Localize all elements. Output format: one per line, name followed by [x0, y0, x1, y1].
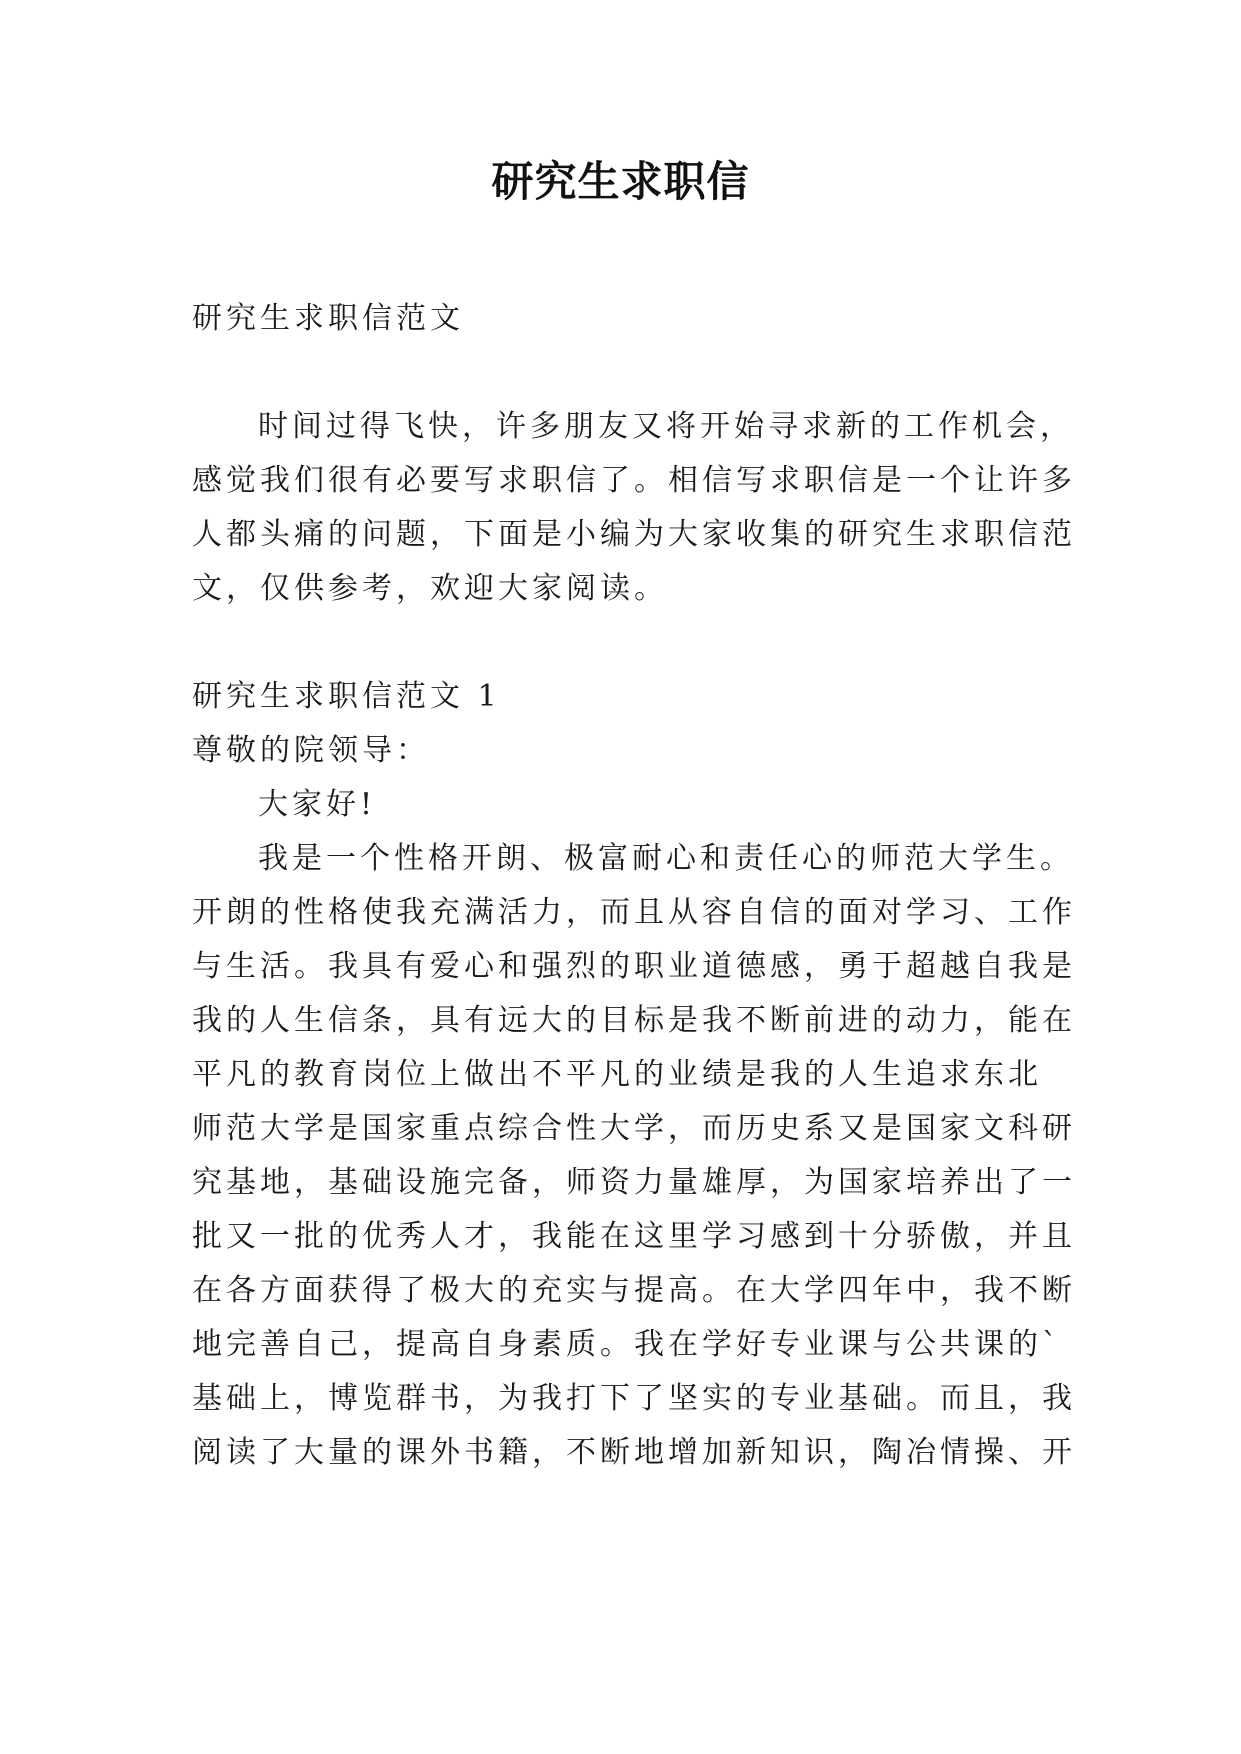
spacer	[192, 346, 1072, 400]
intro-line: 人都头痛的问题，下面是小编为大家收集的研究生求职信范	[192, 517, 1076, 552]
spacer	[192, 616, 1072, 670]
letter-line: 与生活。我具有爱心和强烈的职业道德感，勇于超越自我是	[192, 949, 1076, 984]
document-body	[192, 292, 1076, 1480]
letter-line: 在各方面获得了极大的充实与提高。在大学四年中，我不断	[192, 1273, 1076, 1308]
letter-line: 地完善自己，提高自身素质。我在学好专业课与公共课的`	[192, 1327, 1061, 1362]
salutation: 尊敬的院领导：	[192, 733, 430, 768]
subtitle: 研究生求职信范文	[192, 301, 464, 336]
letter-line: 我是一个性格开朗、极富耐心和责任心的师范大学生。	[258, 841, 1074, 876]
letter-line: 我的人生信条，具有远大的目标是我不断前进的动力，能在	[192, 1003, 1076, 1038]
document-title: 研究生求职信	[491, 157, 750, 206]
letter-line: 阅读了大量的课外书籍，不断地增加新知识，陶冶情操、开	[192, 1435, 1076, 1470]
section-heading: 研究生求职信范文 1	[192, 679, 501, 714]
letter-line: 究基地，基础设施完备，师资力量雄厚，为国家培养出了一	[192, 1165, 1076, 1200]
intro-line: 感觉我们很有必要写求职信了。相信写求职信是一个让许多	[192, 463, 1076, 498]
letter-line: 基础上，博览群书，为我打下了坚实的专业基础。而且，我	[192, 1381, 1076, 1416]
letter-line: 开朗的性格使我充满活力，而且从容自信的面对学习、工作	[192, 895, 1076, 930]
intro-line: 文，仅供参考，欢迎大家阅读。	[192, 571, 668, 606]
intro-line: 时间过得飞快，许多朋友又将开始寻求新的工作机会，	[258, 409, 1074, 444]
letter-line: 批又一批的优秀人才，我能在这里学习感到十分骄傲，并且	[192, 1219, 1076, 1254]
letter-line: 平凡的教育岗位上做出不平凡的业绩是我的人生追求东北	[192, 1057, 1042, 1092]
letter-line: 师范大学是国家重点综合性大学，而历史系又是国家文科研	[192, 1111, 1076, 1146]
greeting: 大家好!	[258, 787, 377, 822]
